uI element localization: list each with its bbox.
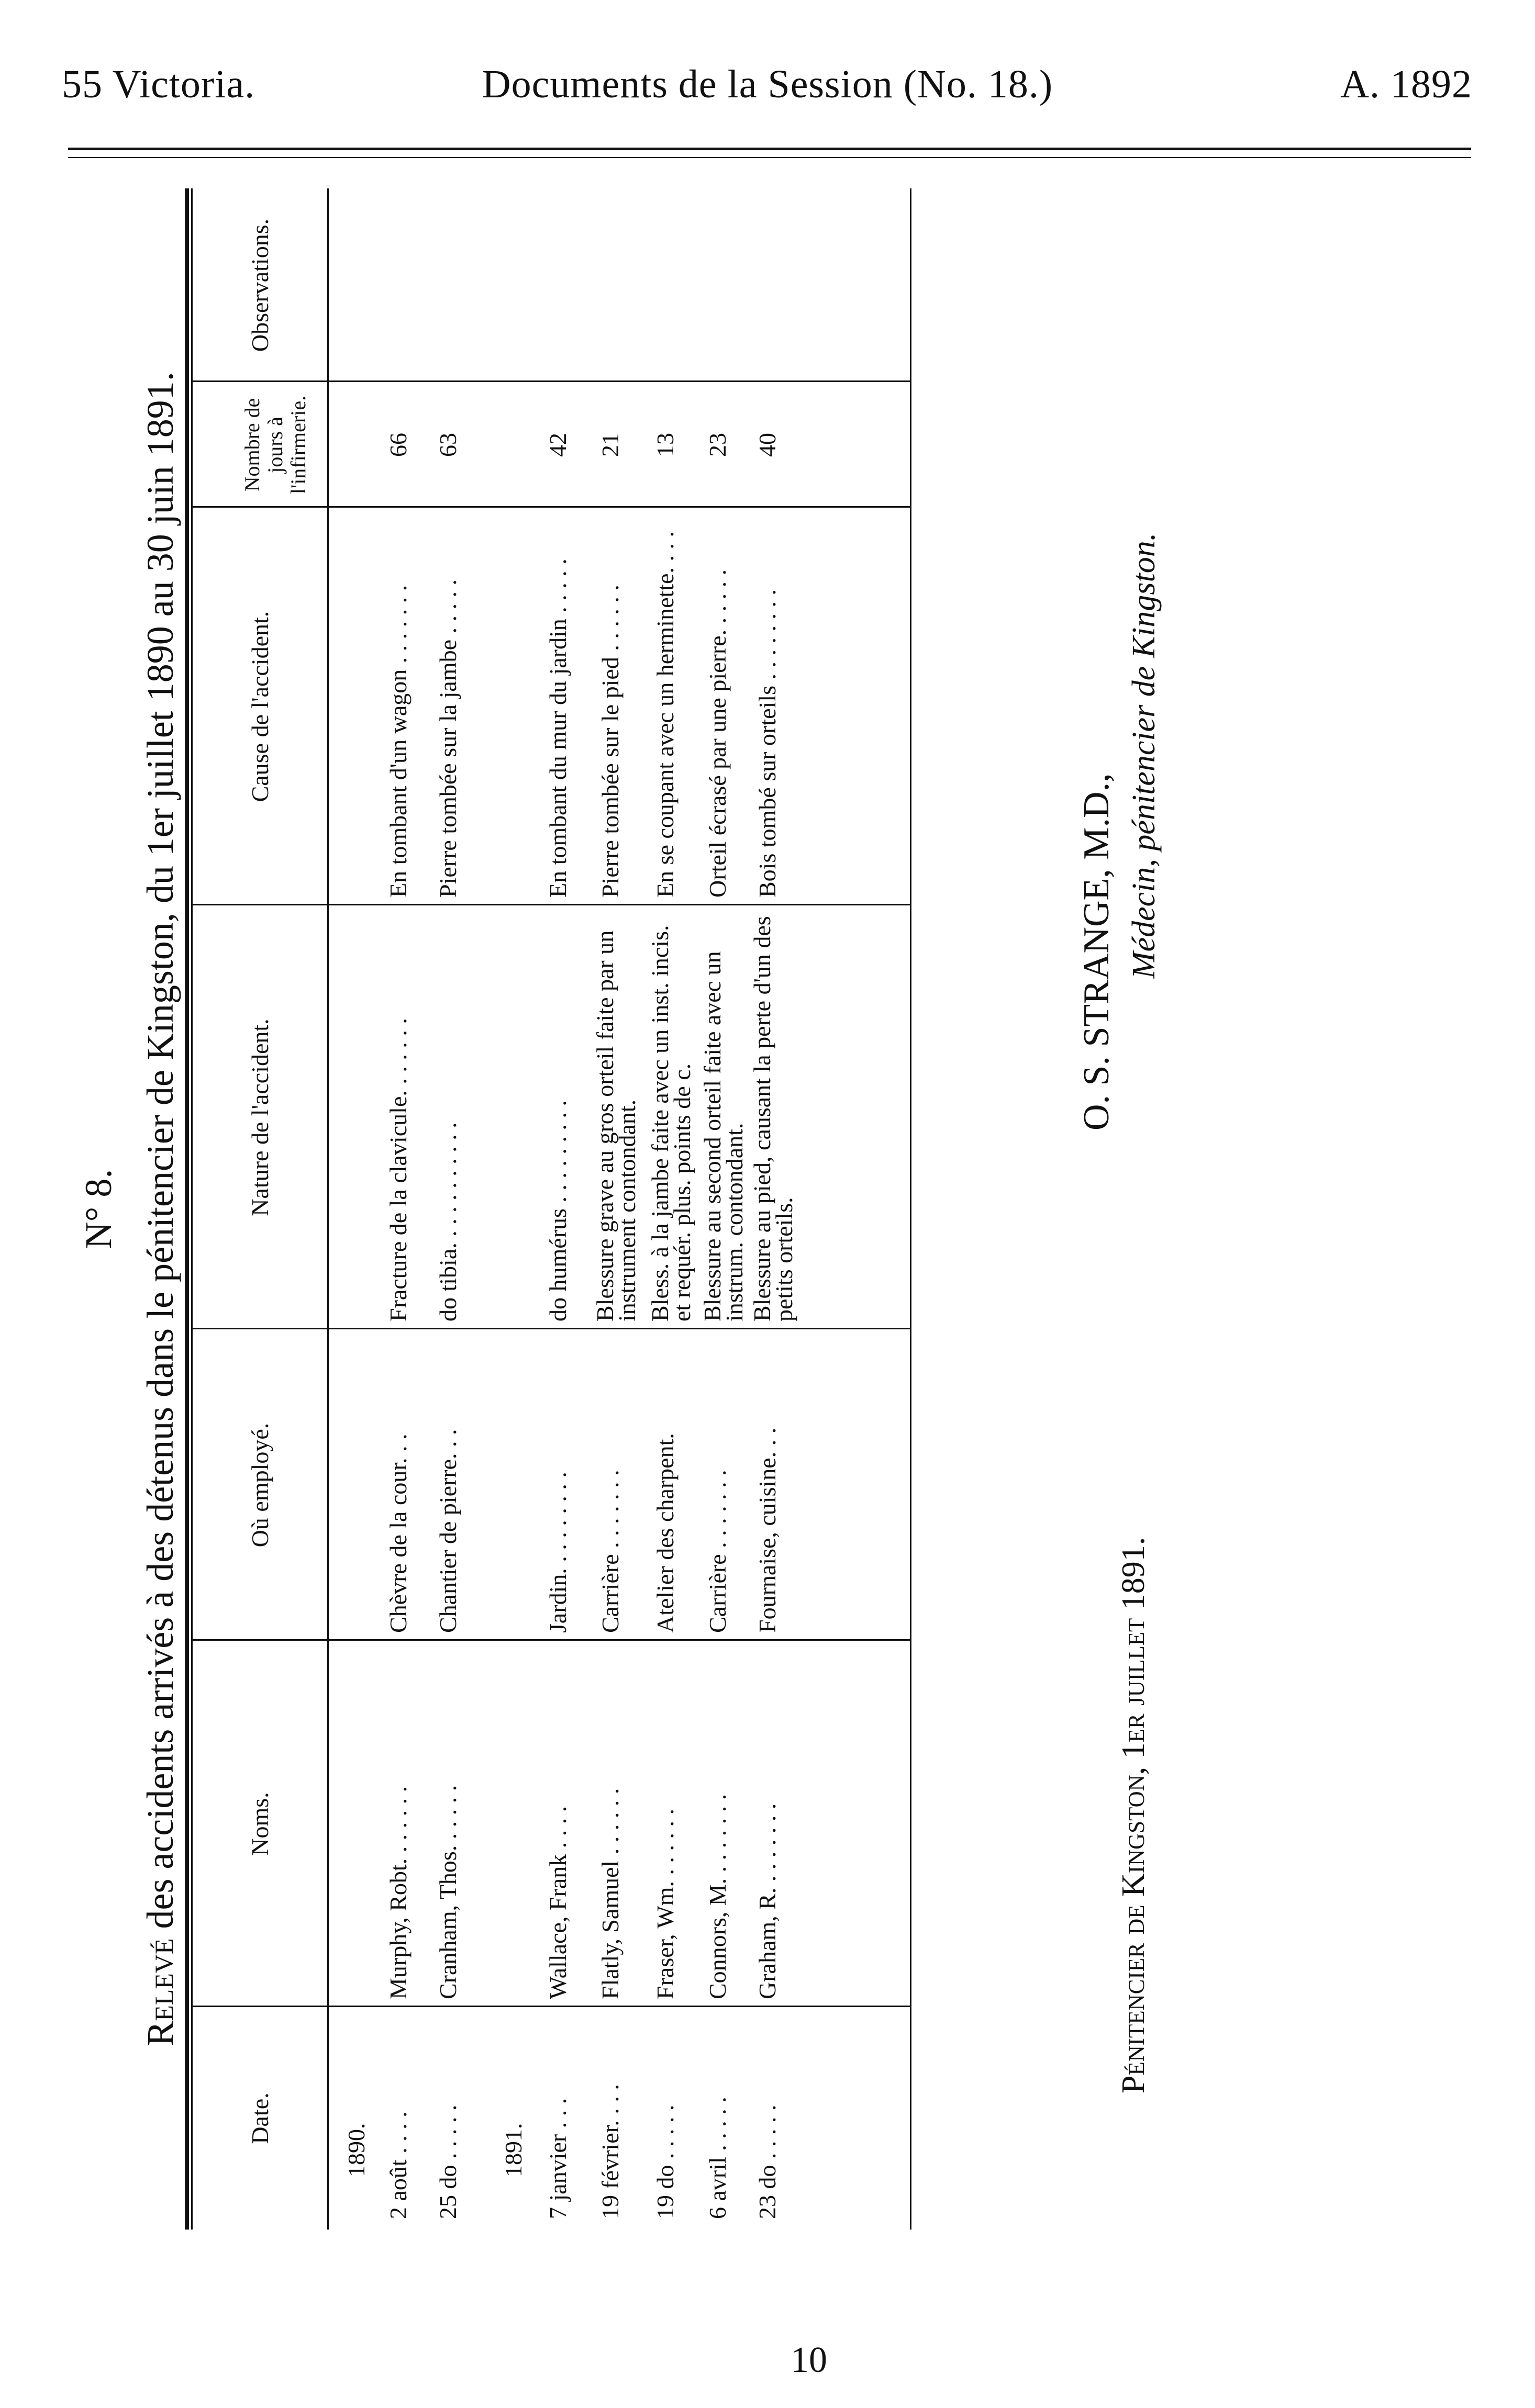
column-divider [192, 380, 910, 382]
rotated-document [50, 188, 1495, 2230]
page-number: 10 [791, 2340, 827, 2380]
table-row-date: 23 do . . . . . [754, 2104, 781, 2219]
table-row-cause: Pierre tombée sur la jambe . . . . . [435, 579, 461, 898]
title-text: des accidents arrivés à des détenus dans le pénitencier de Kingston, du 1er juillet 1890 au 30 juin 1891. [139, 372, 181, 1939]
column-divider [192, 1328, 910, 1329]
table-row-days: 21 [597, 433, 624, 457]
column-divider [192, 506, 910, 508]
table-top-rule [185, 188, 189, 2230]
table-row-employed: Carrière . . . . . . . [704, 1470, 731, 1633]
table-row-employed: Carrière . . . . . . . [597, 1470, 624, 1633]
col-header-cause: Cause de l'accident. [247, 611, 273, 802]
table-row-cause: En se coupant avec un herminette. . . . [652, 531, 678, 898]
col-header-observations: Observations. [247, 218, 273, 352]
table-row-nature: Blessure au second orteil faite avec un instrum. contondant. [699, 951, 748, 1321]
document-number: N° 8. [77, 1169, 119, 1249]
header-session: Documents de la Session (No. 18.) [482, 62, 1053, 106]
table-row-days: 63 [435, 433, 461, 457]
table-row-days: 42 [544, 433, 571, 457]
signature-name: O. S. STRANGE, M.D., [1076, 773, 1117, 1130]
header-volume: 55 Victoria. [62, 62, 255, 106]
table-row-cause: Bois tombé sur orteils . . . . . . . . [754, 589, 781, 898]
header-rule-thin [68, 157, 1471, 158]
header-year: A. 1892 [1340, 62, 1472, 106]
title-prefix: Relevé [139, 1938, 181, 2046]
table-row-name: Fraser, Wm. . . . . . . [652, 1809, 678, 1999]
year-label: 1891. [500, 2123, 527, 2177]
header-rule [68, 148, 1471, 150]
table-row-cause: Pierre tombée sur le pied . . . . . . [597, 585, 624, 898]
column-divider [192, 1639, 910, 1641]
col-header-days: Nombre de jours à l'infirmerie. [240, 395, 310, 495]
table-row-nature: Fracture de la clavicule. . . . . . . [385, 1018, 411, 1321]
table-row-days: 66 [385, 433, 411, 457]
table-row-nature: Blessure au pied, causant la perte d'un des petits orteils. [749, 916, 797, 1321]
table-row-employed: Chantier de pierre. . . [435, 1429, 461, 1633]
col-header-nature: Nature de l'accident. [247, 1018, 273, 1216]
table-row-employed: Chèvre de la cour. . . [385, 1433, 411, 1633]
table-row-date: 7 janvier . . . [544, 2098, 571, 2219]
col-header-names: Noms. [247, 1792, 273, 1856]
table-row-name: Murphy, Robt. . . . . . . [385, 1786, 411, 1999]
col-header-date: Date. [247, 2092, 273, 2144]
table-row-name: Flatly, Samuel . . . . . . [597, 1788, 624, 1999]
table-row-nature: Bless. à la jambe faite avec un inst. incis. et requér. plus. points de c. [647, 925, 695, 1321]
col-header-employed: Où employé. [247, 1423, 273, 1548]
table-row-cause: Orteil écrasé par une pierre. . . . . . [704, 569, 731, 898]
table-row-employed: Jardin. . . . . . . . . [544, 1472, 571, 1633]
column-divider [192, 2006, 910, 2007]
table-row-employed: Atelier des charpent. [652, 1433, 678, 1633]
table-bottom-rule [910, 188, 911, 2230]
table-row-name: Cranham, Thos. . . . . . [435, 1785, 461, 1999]
header-bottom-rule [327, 188, 329, 2230]
place-date: Pénitencier de Kingston, 1er juillet 1891. [1116, 1537, 1151, 2093]
table-row-days: 13 [652, 433, 678, 457]
table-top-rule-thin [191, 188, 193, 2230]
column-divider [192, 904, 910, 905]
table-row-nature: Blessure grave au gros orteil faite par un instrument contondant. [592, 930, 640, 1321]
table-row-cause: En tombant du mur du jardin . . . . . [544, 558, 571, 898]
table-row-name: Graham, R. . . . . . . . [754, 1803, 781, 1999]
table-row-nature: do humérus . . . . . . . . . [544, 1100, 571, 1321]
table-row-name: Wallace, Frank . . . . [544, 1806, 571, 1999]
table-row-date: 2 août . . . . [385, 2111, 411, 2219]
table-row-cause: En tombant d'un wagon . . . . . . . [385, 585, 411, 898]
table-row-name: Connors, M. . . . . . . . [704, 1794, 731, 1999]
table-row-days: 23 [704, 433, 731, 457]
table-row-days: 40 [754, 433, 781, 457]
table-row-date: 25 do . . . . . [435, 2104, 461, 2219]
table-row-employed: Fournaise, cuisine. . . [754, 1427, 781, 1633]
document-title [139, 188, 182, 2230]
signature-role: Médecin, pénitencier de Kingston. [1126, 532, 1162, 979]
table-row-date: 19 février. . . . [597, 2084, 624, 2219]
table-row-nature: do tibia. . . . . . . . . . . [435, 1122, 461, 1321]
year-label: 1890. [343, 2123, 370, 2177]
table-row-date: 6 avril . . . . . [704, 2097, 731, 2219]
table-row-date: 19 do . . . . . [652, 2104, 678, 2219]
